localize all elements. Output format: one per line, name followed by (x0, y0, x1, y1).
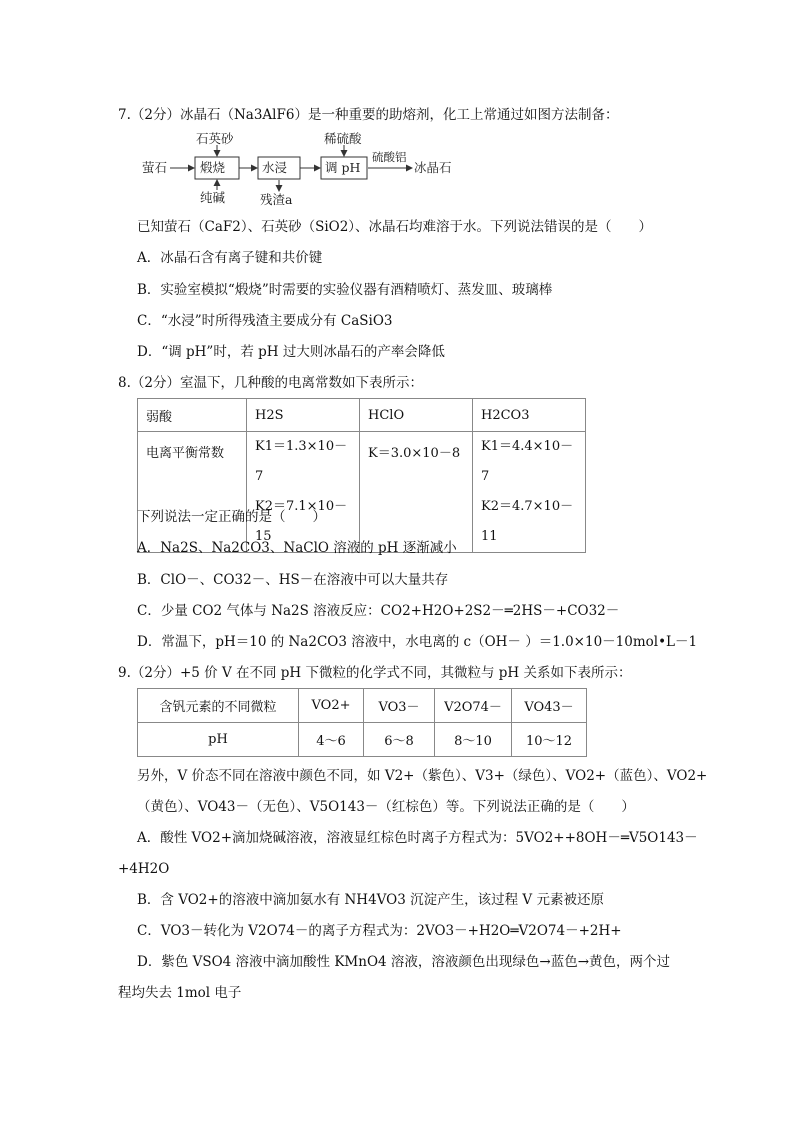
q9-th-vo3: VO3－ (364, 689, 435, 723)
q8-option-d[interactable]: D．常温下，pH＝10 的 Na2CO3 溶液中，水电离的 c（OH－ ）＝1.0×10－10mol•L－1 (137, 634, 698, 650)
flow-svg (142, 131, 462, 211)
q8-cell-h2s (247, 432, 360, 553)
q8-h2co3-k1: K1＝4.4×10－7 (481, 439, 574, 484)
q8-prompt: 下列说法一定正确的是（ ） (137, 509, 326, 525)
q9-option-c[interactable]: C．VO3－转化为 V2O74－的离子方程式为：2VO3－+H2O═V2O74－+2H+ (137, 923, 622, 939)
q8-option-a[interactable]: A．Na2S、Na2CO3、NaClO 溶液的 pH 逐渐减小 (137, 540, 457, 556)
flow-box-leach-label: 水浸 (262, 160, 288, 175)
q8-option-c[interactable]: C．少量 CO2 气体与 Na2S 溶液反应：CO2+H2O+2S2－═2HS－+CO32－ (137, 603, 620, 619)
q9-option-d-line1[interactable]: D．紫色 VSO4 溶液中滴加酸性 KMnO4 溶液，溶液颜色出现绿色→蓝色→黄色，两个过 (137, 954, 671, 970)
q7-flow-diagram (142, 131, 462, 211)
q9-th-species: 含钒元素的不同微粒 (138, 689, 299, 723)
q9-ph-1: 4～6 (299, 723, 364, 757)
flow-start-label: 萤石 (142, 160, 168, 175)
flow-soda-label: 纯碱 (200, 190, 226, 205)
q8-th-acid: 弱酸 (138, 399, 247, 432)
flow-box-calcine-label: 煅烧 (200, 160, 226, 175)
flow-residue-label: 残渣a (260, 192, 293, 207)
q9-ph-3: 8～10 (435, 723, 512, 757)
q8-hclo-k: K＝3.0×10－8 (360, 432, 473, 553)
q8-stem: 8.（2分）室温下，几种酸的电离常数如下表所示： (118, 375, 423, 391)
q9-option-a-line1[interactable]: A．酸性 VO2+滴加烧碱溶液，溶液显红棕色时离子方程式为：5VO2++8OH－═V5O143－ (137, 830, 698, 846)
q7-known: 已知萤石（CaF2）、石英砂（SiO2）、冰晶石均难溶于水。下列说法错误的是（ ） (137, 219, 653, 235)
q8-h2co3-k2: K2＝4.7×10－11 (481, 499, 574, 544)
q8-row-label: 电离平衡常数 (138, 432, 247, 553)
q8-h2s-k1: K1＝1.3×10－7 (255, 439, 348, 484)
flow-quartz-label: 石英砂 (196, 131, 234, 146)
flow-end-label: 冰晶石 (414, 160, 452, 175)
q9-extra-line2: （黄色）、VO43－（无色）、V5O143－（红棕色）等。下列说法正确的是（ ） (137, 799, 635, 815)
q9-row-ph-label: pH (138, 723, 299, 757)
q9-option-d-line2: 程均失去 1mol 电子 (118, 985, 242, 1001)
q8-acid-table (137, 398, 586, 553)
q9-th-vo2: VO2+ (299, 689, 364, 723)
q8-th-h2s: H2S (247, 399, 360, 432)
q9-option-a-line2: +4H2O (118, 861, 170, 877)
flow-alum-label: 硫酸铝 (372, 150, 407, 164)
flow-box-ph-label: 调 pH (325, 160, 361, 175)
q8-cell-h2co3 (473, 432, 586, 553)
q8-option-b[interactable]: B．ClO－、CO32－、HS－在溶液中可以大量共存 (137, 572, 449, 588)
q7-stem: 7.（2分）冰晶石（Na3AlF6）是一种重要的助熔剂，化工上常通过如图方法制备： (118, 107, 619, 123)
q9-stem: 9.（2分）+5 价 V 在不同 pH 下微粒的化学式不同，其微粒与 pH 关系如下表所示： (118, 665, 632, 681)
q9-th-vo4: VO43－ (512, 689, 587, 723)
q8-th-hclo: HClO (360, 399, 473, 432)
q8-h2s-k2: K2＝7.1×10－15 (255, 499, 348, 544)
q7-option-d[interactable]: D．“调 pH”时，若 pH 过大则冰晶石的产率会降低 (137, 344, 445, 360)
q7-option-b[interactable]: B．实验室模拟“煅烧”时需要的实验仪器有酒精喷灯、蒸发皿、玻璃棒 (137, 282, 553, 298)
q7-option-a[interactable]: A．冰晶石含有离子键和共价键 (137, 250, 323, 266)
q7-option-c[interactable]: C．“水浸”时所得残渣主要成分有 CaSiO3 (137, 313, 393, 329)
q9-vanadium-table (137, 688, 587, 757)
q9-extra-line1: 另外，V 价态不同在溶液中颜色不同，如 V2+（紫色）、V3+（绿色）、VO2+（蓝色）、VO2+ (137, 768, 708, 784)
q9-ph-2: 6～8 (364, 723, 435, 757)
q9-option-b[interactable]: B．含 VO2+的溶液中滴加氨水有 NH4VO3 沉淀产生，该过程 V 元素被还原 (137, 892, 604, 908)
flow-acid-label: 稀硫酸 (324, 131, 362, 146)
q8-th-h2co3: H2CO3 (473, 399, 586, 432)
q9-ph-4: 10～12 (512, 723, 587, 757)
q9-th-v2o7: V2O74－ (435, 689, 512, 723)
